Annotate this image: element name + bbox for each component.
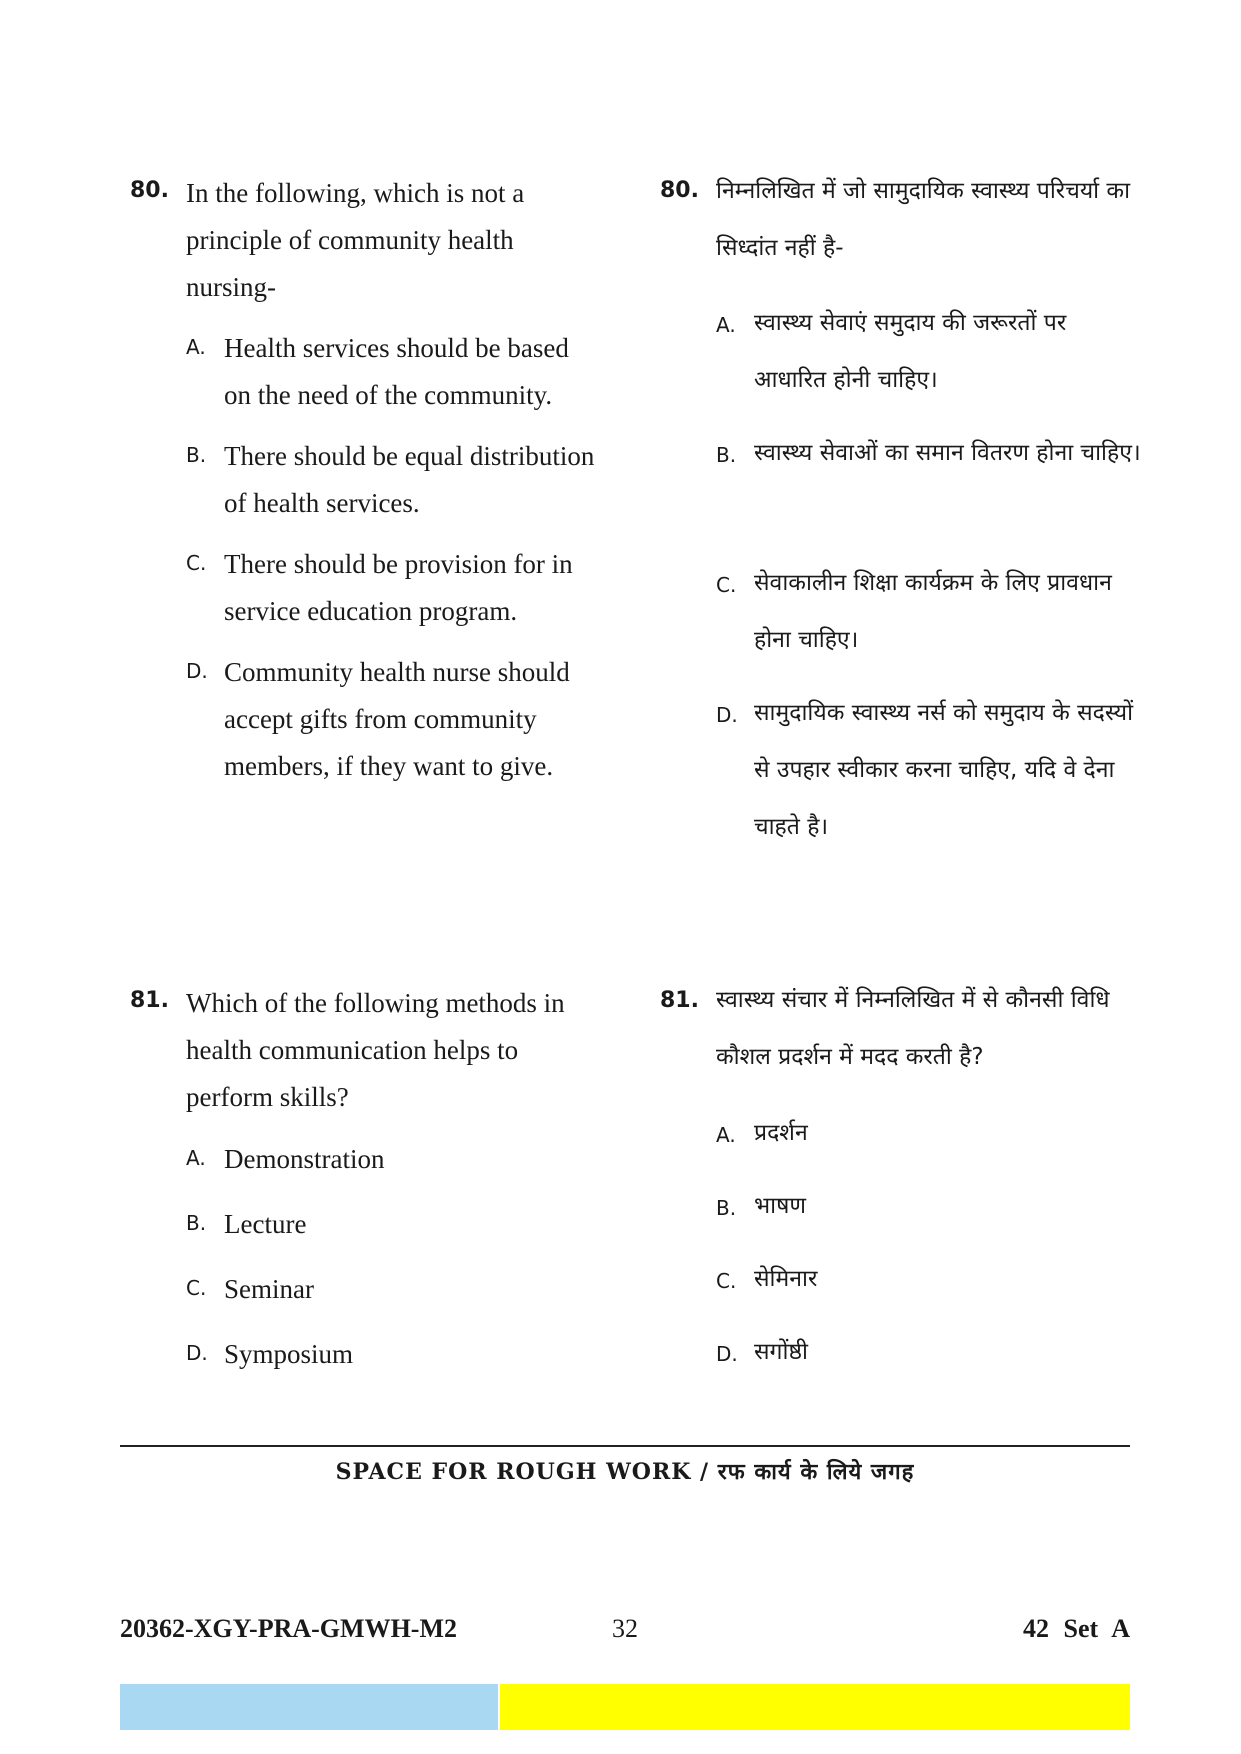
rough-work-heading: SPACE FOR ROUGH WORK / रफ कार्य के लिये जगह bbox=[335, 1459, 915, 1485]
option-c bbox=[186, 1266, 596, 1313]
option-label: D. bbox=[716, 703, 738, 727]
option-b bbox=[716, 1178, 1116, 1235]
option-text: Health services should be based on the need of the community. bbox=[224, 333, 569, 410]
question-text: Which of the following methods in health communication helps to perform skills? bbox=[186, 988, 565, 1112]
option-text: भाषण bbox=[754, 1193, 807, 1219]
option-text: There should be equal distribution of health services. bbox=[224, 441, 595, 518]
option-label: B. bbox=[716, 443, 737, 467]
rough-work-divider bbox=[120, 1445, 1130, 1447]
option-text: सेमिनार bbox=[754, 1266, 818, 1292]
option-label: D. bbox=[186, 1341, 208, 1365]
option-text: सगोंष्ठी bbox=[754, 1339, 808, 1365]
option-a bbox=[716, 295, 1141, 409]
option-d bbox=[716, 1324, 1116, 1381]
page-number: 32 bbox=[612, 1614, 638, 1643]
question-number: 81. bbox=[130, 988, 169, 1013]
option-label: B. bbox=[186, 1211, 207, 1235]
footer-color-bar-blue bbox=[120, 1684, 498, 1730]
option-c bbox=[716, 1251, 1116, 1308]
option-label: A. bbox=[186, 335, 206, 359]
paper-code: 20362-XGY-PRA-GMWH-M2 bbox=[120, 1614, 457, 1643]
option-text: स्वास्थ्य सेवाओं का समान वितरण होना चाहिए। bbox=[754, 440, 1141, 466]
question-number: 80. bbox=[130, 178, 169, 203]
option-label: B. bbox=[186, 443, 207, 467]
option-b bbox=[186, 433, 596, 527]
option-text: सामुदायिक स्वास्थ्य नर्स को समुदाय के सदस्यों से उपहार स्वीकार करना चाहिए, यदि वे देना चाहते है। bbox=[754, 700, 1134, 840]
option-b bbox=[716, 425, 1141, 482]
option-text: Demonstration bbox=[224, 1144, 385, 1174]
option-text: Community health nurse should accept gifts from community members, if they want to give. bbox=[224, 657, 570, 781]
option-d bbox=[716, 685, 1141, 856]
question-number: 81. bbox=[660, 988, 699, 1013]
option-label: A. bbox=[716, 313, 736, 337]
option-text: Symposium bbox=[224, 1339, 354, 1369]
option-d bbox=[186, 1331, 596, 1378]
option-a bbox=[186, 325, 596, 419]
question-text: In the following, which is not a principle of community health nursing- bbox=[186, 178, 525, 302]
option-label: A. bbox=[716, 1123, 736, 1147]
option-label: D. bbox=[186, 659, 208, 683]
option-label: C. bbox=[186, 551, 207, 575]
option-text: स्वास्थ्य सेवाएं समुदाय की जरूरतों पर आधारित होनी चाहिए। bbox=[754, 310, 1067, 393]
footer-color-bar-yellow bbox=[500, 1684, 1130, 1730]
question-number: 80. bbox=[660, 178, 699, 203]
option-c bbox=[716, 555, 1141, 669]
option-text: प्रदर्शन bbox=[754, 1120, 808, 1146]
option-label: C. bbox=[716, 1269, 737, 1293]
option-text: Seminar bbox=[224, 1274, 314, 1304]
option-text: सेवाकालीन शिक्षा कार्यक्रम के लिए प्रावधान होना चाहिए। bbox=[754, 570, 1112, 653]
option-a bbox=[716, 1105, 1116, 1162]
option-label: C. bbox=[186, 1276, 207, 1300]
question-text: स्वास्थ्य संचार में निम्नलिखित में से कौनसी विधि कौशल प्रदर्शन में मदद करती है? bbox=[716, 987, 1110, 1070]
option-label: A. bbox=[186, 1146, 206, 1170]
option-text: There should be provision for in service education program. bbox=[224, 549, 573, 626]
option-label: D. bbox=[716, 1342, 738, 1366]
option-label: C. bbox=[716, 573, 737, 597]
option-text: Lecture bbox=[224, 1209, 307, 1239]
option-d bbox=[186, 649, 596, 790]
option-b bbox=[186, 1201, 596, 1248]
set-label: 42 Set A bbox=[1023, 1614, 1130, 1643]
question-text: निम्नलिखित में जो सामुदायिक स्वास्थ्य परिचर्या का सिध्दांत नहीं है- bbox=[716, 178, 1131, 261]
option-a bbox=[186, 1136, 596, 1183]
option-c bbox=[186, 541, 596, 635]
option-label: B. bbox=[716, 1196, 737, 1220]
